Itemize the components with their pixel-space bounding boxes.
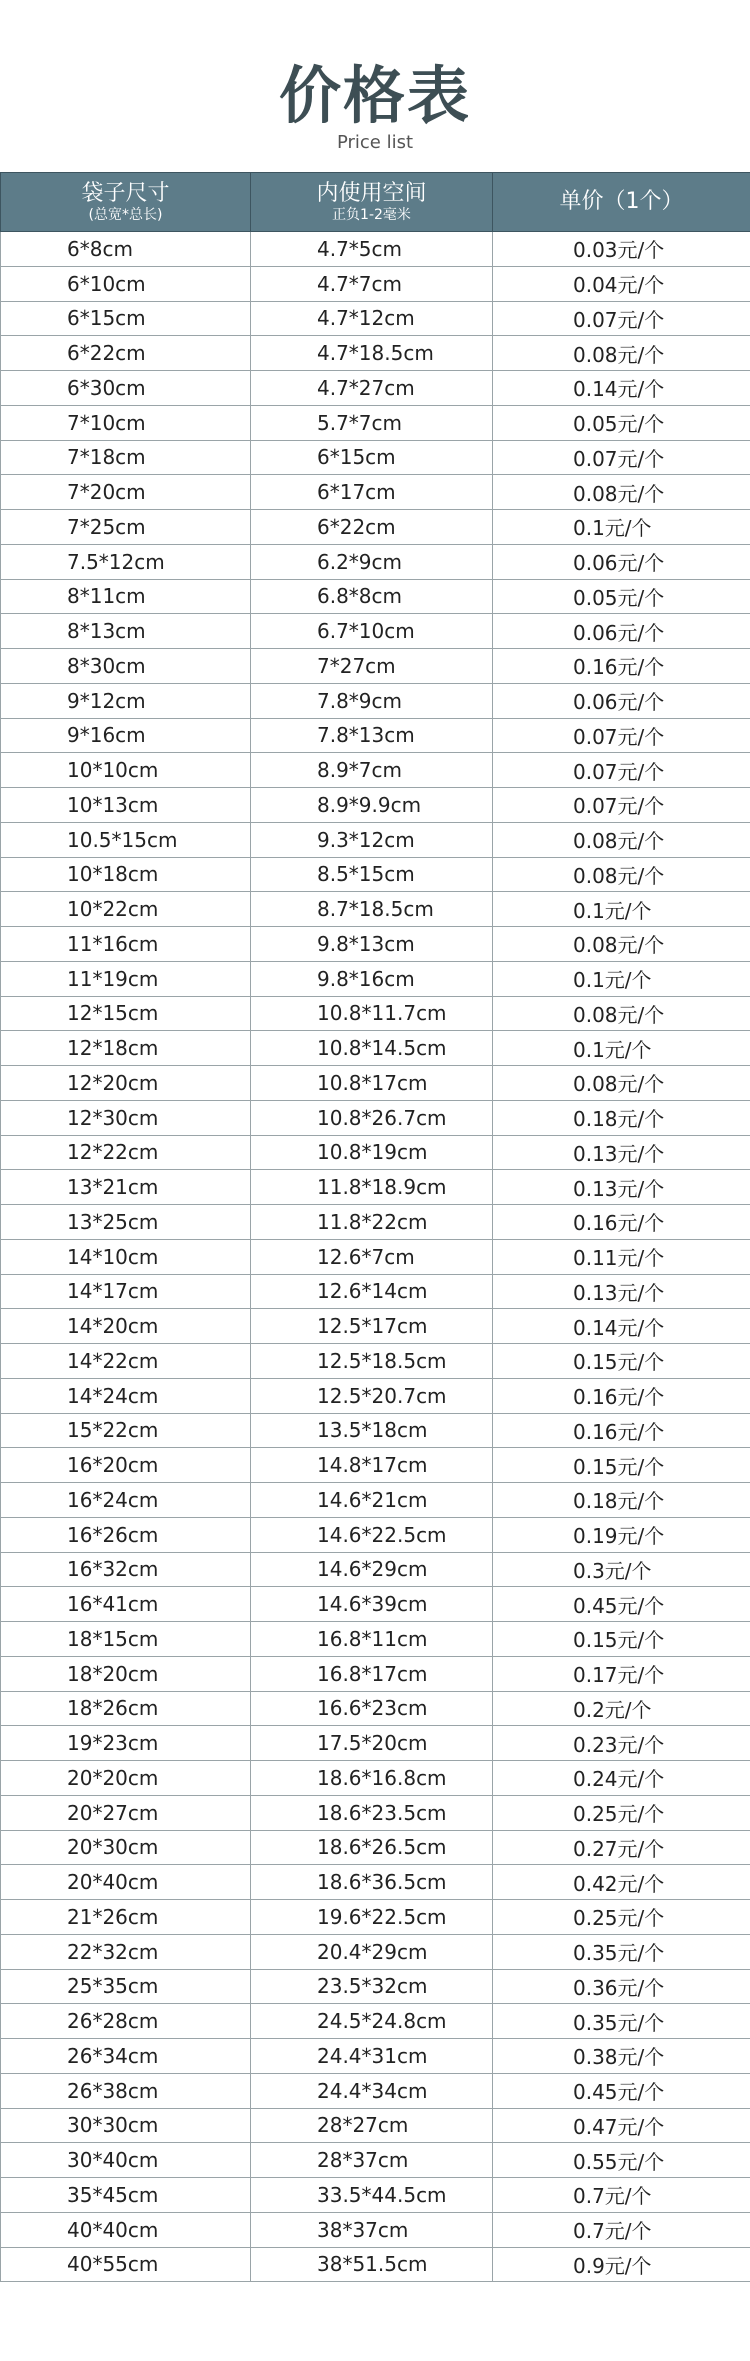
table-row	[1, 788, 750, 823]
unit-price-cell: 0.14元/个	[493, 1309, 750, 1344]
unit-price-cell: 0.08元/个	[493, 822, 750, 857]
inner-space-cell: 9.3*12cm	[251, 822, 493, 857]
bag-size-cell: 10*13cm	[1, 788, 251, 823]
unit-price-cell: 0.24元/个	[493, 1761, 750, 1796]
bag-size-cell: 25*35cm	[1, 1969, 251, 2004]
bag-size-cell: 11*16cm	[1, 927, 251, 962]
bag-size-cell: 6*8cm	[1, 232, 251, 267]
bag-size-cell: 16*26cm	[1, 1517, 251, 1552]
bag-size-cell: 6*22cm	[1, 336, 251, 371]
inner-space-cell: 24.5*24.8cm	[251, 2004, 493, 2039]
table-row	[1, 1761, 750, 1796]
unit-price-cell: 0.03元/个	[493, 232, 750, 267]
bag-size-cell: 9*16cm	[1, 718, 251, 753]
table-row	[1, 857, 750, 892]
table-row	[1, 2039, 750, 2074]
table-row	[1, 961, 750, 996]
table-row	[1, 405, 750, 440]
unit-price-cell: 0.25元/个	[493, 1900, 750, 1935]
table-row	[1, 1622, 750, 1657]
table-row	[1, 266, 750, 301]
table-row	[1, 1934, 750, 1969]
table-row	[1, 1413, 750, 1448]
inner-space-cell: 4.7*5cm	[251, 232, 493, 267]
inner-space-cell: 18.6*23.5cm	[251, 1795, 493, 1830]
inner-space-cell: 28*27cm	[251, 2108, 493, 2143]
bag-size-cell: 12*20cm	[1, 1066, 251, 1101]
bag-size-cell: 18*20cm	[1, 1656, 251, 1691]
table-row	[1, 1865, 750, 1900]
table-row	[1, 1239, 750, 1274]
bag-size-cell: 14*22cm	[1, 1344, 251, 1379]
bag-size-cell: 14*10cm	[1, 1239, 251, 1274]
table-row	[1, 1170, 750, 1205]
inner-space-cell: 18.6*36.5cm	[251, 1865, 493, 1900]
header-inner-space-label: 内使用空间	[316, 181, 427, 206]
unit-price-cell: 0.07元/个	[493, 440, 750, 475]
inner-space-cell: 11.8*22cm	[251, 1205, 493, 1240]
bag-size-cell: 6*15cm	[1, 301, 251, 336]
bag-size-cell: 7.5*12cm	[1, 544, 251, 579]
inner-space-cell: 14.6*39cm	[251, 1587, 493, 1622]
unit-price-cell: 0.27元/个	[493, 1830, 750, 1865]
bag-size-cell: 35*45cm	[1, 2178, 251, 2213]
unit-price-cell: 0.16元/个	[493, 649, 750, 684]
unit-price-cell: 0.35元/个	[493, 2004, 750, 2039]
unit-price-cell: 0.1元/个	[493, 961, 750, 996]
bag-size-cell: 18*26cm	[1, 1691, 251, 1726]
price-table	[0, 172, 750, 2282]
unit-price-cell: 0.35元/个	[493, 1934, 750, 1969]
inner-space-cell: 24.4*31cm	[251, 2039, 493, 2074]
unit-price-cell: 0.13元/个	[493, 1135, 750, 1170]
table-row	[1, 2108, 750, 2143]
table-row	[1, 2004, 750, 2039]
unit-price-cell: 0.1元/个	[493, 892, 750, 927]
inner-space-cell: 8.7*18.5cm	[251, 892, 493, 927]
unit-price-cell: 0.38元/个	[493, 2039, 750, 2074]
table-row	[1, 1830, 750, 1865]
unit-price-cell: 0.42元/个	[493, 1865, 750, 1900]
table-row	[1, 1900, 750, 1935]
inner-space-cell: 23.5*32cm	[251, 1969, 493, 2004]
table-row	[1, 371, 750, 406]
table-row	[1, 1066, 750, 1101]
unit-price-cell: 0.08元/个	[493, 475, 750, 510]
table-row	[1, 1656, 750, 1691]
inner-space-cell: 5.7*7cm	[251, 405, 493, 440]
inner-space-cell: 38*37cm	[251, 2212, 493, 2247]
bag-size-cell: 14*24cm	[1, 1378, 251, 1413]
bag-size-cell: 10*10cm	[1, 753, 251, 788]
inner-space-cell: 6.2*9cm	[251, 544, 493, 579]
bag-size-cell: 7*10cm	[1, 405, 251, 440]
table-row	[1, 440, 750, 475]
inner-space-cell: 10.8*17cm	[251, 1066, 493, 1101]
bag-size-cell: 40*55cm	[1, 2247, 251, 2282]
unit-price-cell: 0.06元/个	[493, 683, 750, 718]
unit-price-cell: 0.07元/个	[493, 753, 750, 788]
table-row	[1, 475, 750, 510]
table-row	[1, 2247, 750, 2282]
unit-price-cell: 0.15元/个	[493, 1448, 750, 1483]
header-inner-space	[251, 173, 493, 232]
header-bag-size-sub: (总宽*总长)	[88, 207, 163, 223]
inner-space-cell: 4.7*12cm	[251, 301, 493, 336]
unit-price-cell: 0.13元/个	[493, 1170, 750, 1205]
table-row	[1, 1969, 750, 2004]
inner-space-cell: 6*17cm	[251, 475, 493, 510]
unit-price-cell: 0.19元/个	[493, 1517, 750, 1552]
inner-space-cell: 38*51.5cm	[251, 2247, 493, 2282]
unit-price-cell: 0.15元/个	[493, 1622, 750, 1657]
table-row	[1, 614, 750, 649]
table-row	[1, 1691, 750, 1726]
inner-space-cell: 28*37cm	[251, 2143, 493, 2178]
bag-size-cell: 12*30cm	[1, 1100, 251, 1135]
bag-size-cell: 20*20cm	[1, 1761, 251, 1796]
table-row	[1, 1031, 750, 1066]
inner-space-cell: 18.6*16.8cm	[251, 1761, 493, 1796]
table-row	[1, 2143, 750, 2178]
unit-price-cell: 0.05元/个	[493, 579, 750, 614]
inner-space-cell: 10.8*19cm	[251, 1135, 493, 1170]
page-header	[0, 0, 750, 172]
table-row	[1, 1378, 750, 1413]
inner-space-cell: 4.7*7cm	[251, 266, 493, 301]
table-row	[1, 510, 750, 545]
unit-price-cell: 0.23元/个	[493, 1726, 750, 1761]
page-subtitle: Price list	[336, 132, 414, 153]
bag-size-cell: 15*22cm	[1, 1413, 251, 1448]
bag-size-cell: 13*25cm	[1, 1205, 251, 1240]
unit-price-cell: 0.05元/个	[493, 405, 750, 440]
unit-price-cell: 0.9元/个	[493, 2247, 750, 2282]
bag-size-cell: 10.5*15cm	[1, 822, 251, 857]
bag-size-cell: 26*28cm	[1, 2004, 251, 2039]
bag-size-cell: 12*18cm	[1, 1031, 251, 1066]
table-row	[1, 1135, 750, 1170]
bag-size-cell: 8*13cm	[1, 614, 251, 649]
unit-price-cell: 0.08元/个	[493, 927, 750, 962]
bag-size-cell: 21*26cm	[1, 1900, 251, 1935]
bag-size-cell: 16*32cm	[1, 1552, 251, 1587]
inner-space-cell: 6.7*10cm	[251, 614, 493, 649]
unit-price-cell: 0.25元/个	[493, 1795, 750, 1830]
unit-price-cell: 0.36元/个	[493, 1969, 750, 2004]
unit-price-cell: 0.16元/个	[493, 1413, 750, 1448]
bag-size-cell: 30*40cm	[1, 2143, 251, 2178]
bag-size-cell: 20*40cm	[1, 1865, 251, 1900]
unit-price-cell: 0.08元/个	[493, 336, 750, 371]
table-row	[1, 1274, 750, 1309]
bag-size-cell: 7*25cm	[1, 510, 251, 545]
unit-price-cell: 0.13元/个	[493, 1274, 750, 1309]
inner-space-cell: 6.8*8cm	[251, 579, 493, 614]
header-unit-price-label: 单价（1个）	[559, 189, 684, 214]
inner-space-cell: 14.6*21cm	[251, 1483, 493, 1518]
header-unit-price	[493, 173, 750, 232]
table-row	[1, 2212, 750, 2247]
bag-size-cell: 20*30cm	[1, 1830, 251, 1865]
bag-size-cell: 22*32cm	[1, 1934, 251, 1969]
unit-price-cell: 0.7元/个	[493, 2178, 750, 2213]
unit-price-cell: 0.55元/个	[493, 2143, 750, 2178]
inner-space-cell: 10.8*26.7cm	[251, 1100, 493, 1135]
bag-size-cell: 10*18cm	[1, 857, 251, 892]
inner-space-cell: 19.6*22.5cm	[251, 1900, 493, 1935]
unit-price-cell: 0.08元/个	[493, 1066, 750, 1101]
unit-price-cell: 0.47元/个	[493, 2108, 750, 2143]
bag-size-cell: 18*15cm	[1, 1622, 251, 1657]
table-row	[1, 2073, 750, 2108]
inner-space-cell: 24.4*34cm	[251, 2073, 493, 2108]
inner-space-cell: 14.6*29cm	[251, 1552, 493, 1587]
bag-size-cell: 11*19cm	[1, 961, 251, 996]
table-body	[1, 232, 750, 2282]
inner-space-cell: 9.8*13cm	[251, 927, 493, 962]
bag-size-cell: 14*17cm	[1, 1274, 251, 1309]
inner-space-cell: 11.8*18.9cm	[251, 1170, 493, 1205]
inner-space-cell: 16.8*17cm	[251, 1656, 493, 1691]
inner-space-cell: 8.5*15cm	[251, 857, 493, 892]
unit-price-cell: 0.06元/个	[493, 614, 750, 649]
table-row	[1, 544, 750, 579]
inner-space-cell: 8.9*7cm	[251, 753, 493, 788]
unit-price-cell: 0.45元/个	[493, 2073, 750, 2108]
bag-size-cell: 8*11cm	[1, 579, 251, 614]
unit-price-cell: 0.15元/个	[493, 1344, 750, 1379]
bag-size-cell: 12*22cm	[1, 1135, 251, 1170]
table-row	[1, 1517, 750, 1552]
inner-space-cell: 10.8*14.5cm	[251, 1031, 493, 1066]
inner-space-cell: 12.6*7cm	[251, 1239, 493, 1274]
table-row	[1, 718, 750, 753]
unit-price-cell: 0.16元/个	[493, 1378, 750, 1413]
inner-space-cell: 12.5*17cm	[251, 1309, 493, 1344]
inner-space-cell: 18.6*26.5cm	[251, 1830, 493, 1865]
table-row	[1, 2178, 750, 2213]
table-row	[1, 1344, 750, 1379]
inner-space-cell: 12.6*14cm	[251, 1274, 493, 1309]
header-bag-size-label: 袋子尺寸	[81, 181, 170, 206]
bag-size-cell: 13*21cm	[1, 1170, 251, 1205]
table-row	[1, 232, 750, 267]
unit-price-cell: 0.06元/个	[493, 544, 750, 579]
unit-price-cell: 0.14元/个	[493, 371, 750, 406]
inner-space-cell: 14.8*17cm	[251, 1448, 493, 1483]
table-row	[1, 1795, 750, 1830]
inner-space-cell: 12.5*18.5cm	[251, 1344, 493, 1379]
inner-space-cell: 4.7*27cm	[251, 371, 493, 406]
unit-price-cell: 0.7元/个	[493, 2212, 750, 2247]
bag-size-cell: 20*27cm	[1, 1795, 251, 1830]
unit-price-cell: 0.11元/个	[493, 1239, 750, 1274]
bag-size-cell: 30*30cm	[1, 2108, 251, 2143]
inner-space-cell: 7.8*9cm	[251, 683, 493, 718]
inner-space-cell: 13.5*18cm	[251, 1413, 493, 1448]
inner-space-cell: 4.7*18.5cm	[251, 336, 493, 371]
inner-space-cell: 6*22cm	[251, 510, 493, 545]
table-row	[1, 1552, 750, 1587]
table-row	[1, 1448, 750, 1483]
unit-price-cell: 0.1元/个	[493, 510, 750, 545]
table-row	[1, 579, 750, 614]
table-row	[1, 1309, 750, 1344]
inner-space-cell: 7*27cm	[251, 649, 493, 684]
inner-space-cell: 10.8*11.7cm	[251, 996, 493, 1031]
table-row	[1, 683, 750, 718]
inner-space-cell: 7.8*13cm	[251, 718, 493, 753]
inner-space-cell: 6*15cm	[251, 440, 493, 475]
unit-price-cell: 0.17元/个	[493, 1656, 750, 1691]
unit-price-cell: 0.16元/个	[493, 1205, 750, 1240]
inner-space-cell: 14.6*22.5cm	[251, 1517, 493, 1552]
bag-size-cell: 26*34cm	[1, 2039, 251, 2074]
table-row	[1, 1726, 750, 1761]
unit-price-cell: 0.3元/个	[493, 1552, 750, 1587]
unit-price-cell: 0.04元/个	[493, 266, 750, 301]
table-row	[1, 892, 750, 927]
bag-size-cell: 7*20cm	[1, 475, 251, 510]
inner-space-cell: 17.5*20cm	[251, 1726, 493, 1761]
inner-space-cell: 33.5*44.5cm	[251, 2178, 493, 2213]
bag-size-cell: 14*20cm	[1, 1309, 251, 1344]
page-title: 价格表	[278, 59, 471, 132]
bag-size-cell: 26*38cm	[1, 2073, 251, 2108]
inner-space-cell: 16.6*23cm	[251, 1691, 493, 1726]
table-row	[1, 822, 750, 857]
table-row	[1, 649, 750, 684]
table-row	[1, 927, 750, 962]
inner-space-cell: 8.9*9.9cm	[251, 788, 493, 823]
unit-price-cell: 0.18元/个	[493, 1100, 750, 1135]
unit-price-cell: 0.18元/个	[493, 1483, 750, 1518]
bag-size-cell: 10*22cm	[1, 892, 251, 927]
bag-size-cell: 6*10cm	[1, 266, 251, 301]
unit-price-cell: 0.45元/个	[493, 1587, 750, 1622]
unit-price-cell: 0.1元/个	[493, 1031, 750, 1066]
bag-size-cell: 40*40cm	[1, 2212, 251, 2247]
unit-price-cell: 0.08元/个	[493, 996, 750, 1031]
bag-size-cell: 8*30cm	[1, 649, 251, 684]
inner-space-cell: 12.5*20.7cm	[251, 1378, 493, 1413]
unit-price-cell: 0.07元/个	[493, 788, 750, 823]
bag-size-cell: 7*18cm	[1, 440, 251, 475]
unit-price-cell: 0.08元/个	[493, 857, 750, 892]
bag-size-cell: 16*20cm	[1, 1448, 251, 1483]
unit-price-cell: 0.07元/个	[493, 718, 750, 753]
table-row	[1, 1483, 750, 1518]
inner-space-cell: 16.8*11cm	[251, 1622, 493, 1657]
table-row	[1, 996, 750, 1031]
header-inner-space-sub: 正负1-2毫米	[332, 207, 411, 223]
bag-size-cell: 16*24cm	[1, 1483, 251, 1518]
table-row	[1, 301, 750, 336]
bag-size-cell: 19*23cm	[1, 1726, 251, 1761]
bag-size-cell: 9*12cm	[1, 683, 251, 718]
bag-size-cell: 6*30cm	[1, 371, 251, 406]
table-row	[1, 753, 750, 788]
inner-space-cell: 20.4*29cm	[251, 1934, 493, 1969]
unit-price-cell: 0.2元/个	[493, 1691, 750, 1726]
bag-size-cell: 16*41cm	[1, 1587, 251, 1622]
bag-size-cell: 12*15cm	[1, 996, 251, 1031]
unit-price-cell: 0.07元/个	[493, 301, 750, 336]
table-row	[1, 1100, 750, 1135]
inner-space-cell: 9.8*16cm	[251, 961, 493, 996]
table-row	[1, 1587, 750, 1622]
table-row	[1, 336, 750, 371]
table-row	[1, 1205, 750, 1240]
table-header-row	[1, 173, 750, 232]
header-bag-size	[1, 173, 251, 232]
